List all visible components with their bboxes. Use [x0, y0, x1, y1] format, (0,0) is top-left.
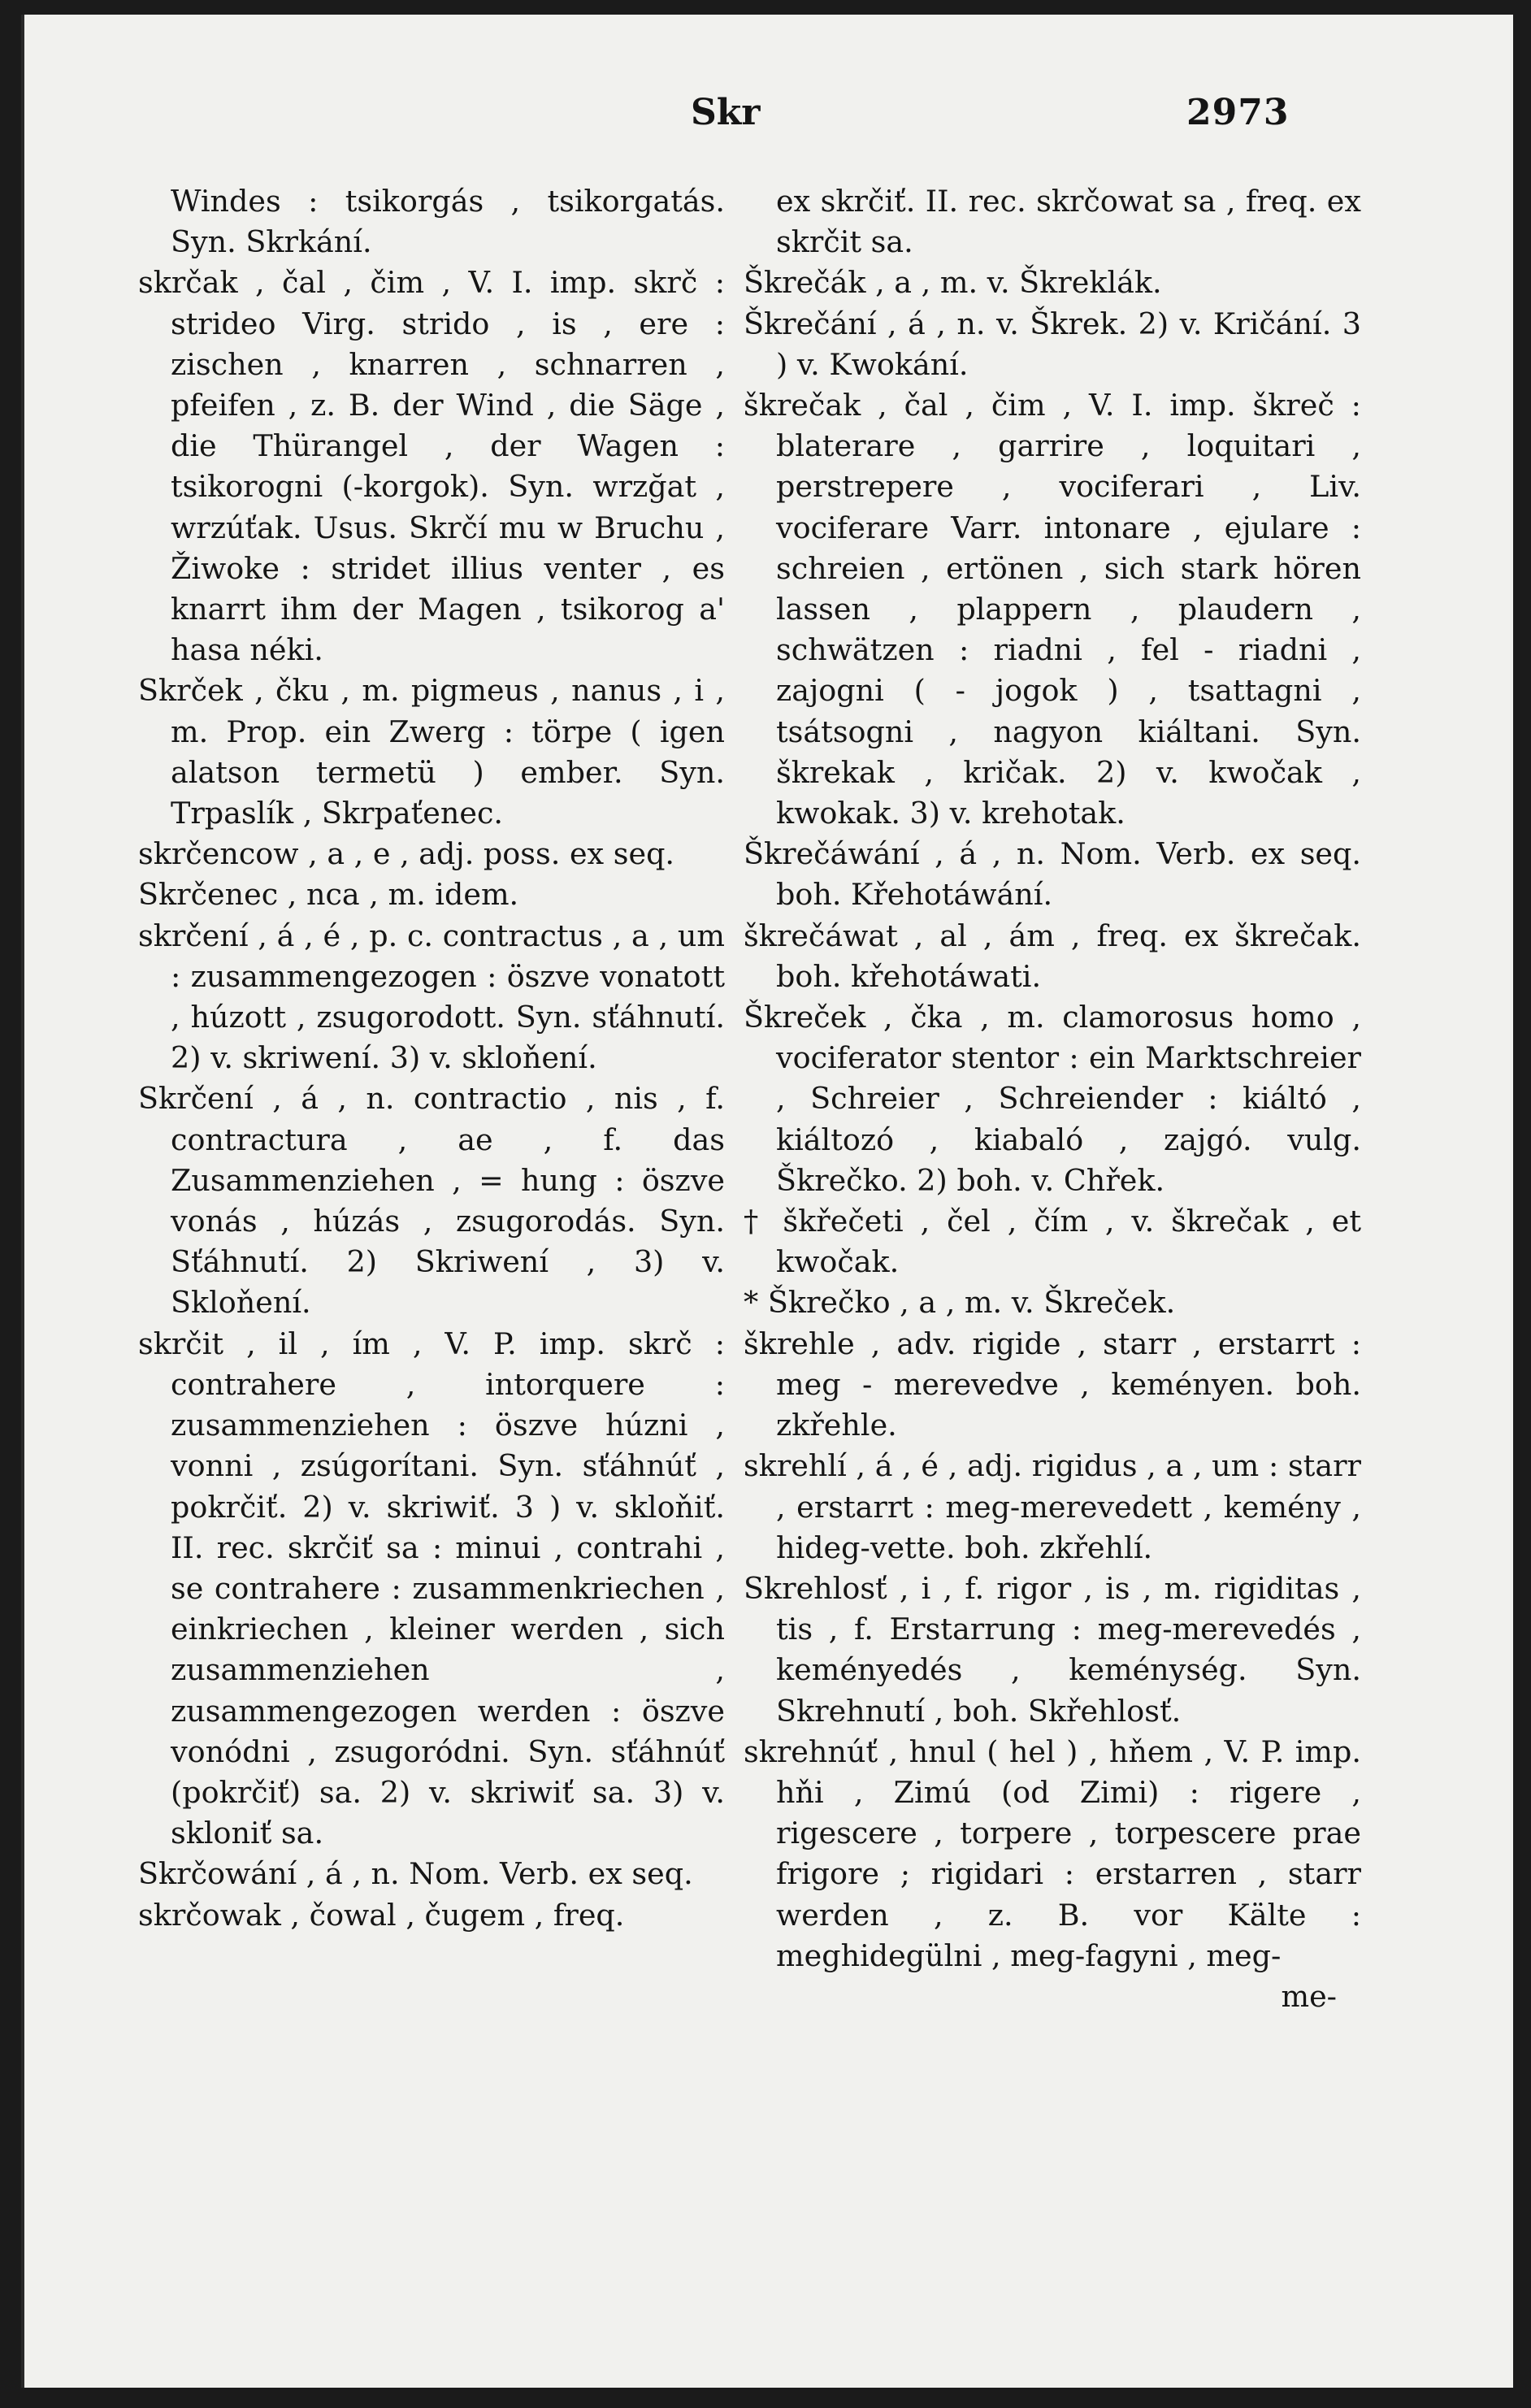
- dictionary-entry: Škrečání , á , n. v. Škrek. 2) v. Kričání. 3 ) v. Kwokání.: [744, 306, 1361, 382]
- dictionary-entry: Skrehlosť , i , f. rigor , is , m. rigiditas , tis , f. Erstarrung : meg-merevedés , keményedés , keménység. Syn. Skrehnutí , boh. Skřehlosť.: [744, 1570, 1361, 1729]
- dictionary-entry: Škrečák , a , m. v. Škreklák.: [744, 265, 1162, 301]
- dictionary-entry: Skrček , čku , m. pigmeus , nanus , i , m. Prop. ein Zwerg : törpe ( igen alatson termetü ) ember. Syn. Trpaslík , Skrpaťenec.: [138, 673, 725, 831]
- dictionary-page: [21, 15, 1513, 2388]
- dictionary-entry: † škřečeti , čel , čím , v. škrečak , et kwočak.: [744, 1204, 1361, 1280]
- dictionary-entry: skrčak , čal , čim , V. I. imp. skrč : strideo Virg. strido , is , ere : zischen , knarren , schnarren , pfeifen , z. B. der Wind , die Säge , die Thürangel , der Wagen : tsikorogni (-korgok). Syn. wrzğat , wrzúťak. Usus. Skrčí mu w Bruchu , Žiwoke : stridet illius venter , es knarrt ihm der Magen , tsikorog a' hasa néki.: [138, 265, 725, 668]
- dictionary-entry: skrčencow , a , e , adj. poss. ex seq.: [138, 836, 675, 872]
- dictionary-entry: Skrčení , á , n. contractio , nis , f. contractura , ae , f. das Zusammenziehen , = hung : öszve vonás , húzás , zsugorodás. Syn. Sťáhnutí. 2) Skriwení , 3) v. Skloňení.: [138, 1081, 725, 1321]
- catchword: me-: [1281, 1978, 1337, 2014]
- dictionary-entry: škrehle , adv. rigide , starr , erstarrt : meg - merevedve , keményen. boh. zkřehle.: [744, 1325, 1361, 1443]
- dictionary-entry: skrčení , á , é , p. c. contractus , a , um : zusammengezogen : öszve vonatott , húzott , zsugorodott. Syn. sťáhnutí. 2) v. skriwení. 3) v. skloňení.: [138, 918, 725, 1076]
- page-number: 2973: [1186, 92, 1290, 133]
- dictionary-entry: ex skrčiť. II. rec. skrčowat sa , freq. ex skrčit sa.: [776, 184, 1361, 260]
- dictionary-entry: škrečáwat , al , ám , freq. ex škrečak. boh. křehotáwati.: [744, 918, 1361, 994]
- dictionary-entry: skrehnúť , hnul ( hel ) , hňem , V. P. imp. hňi , Zimú (od Zimi) : rigere , rigescere , torpere , torpescere prae frigore ; rigidari : erstarren , starr werden , z. B. vor Kälte : meghidegülni , meg-fagyni , meg-: [744, 1733, 1361, 1973]
- dictionary-entry: * Škrečko , a , m. v. Škreček.: [744, 1285, 1176, 1321]
- running-head: Skr: [691, 92, 761, 133]
- dictionary-entry: Škreček , čka , m. clamorosus homo , vociferator stentor : ein Marktschreier , Schreier , Schreiender : kiáltó , kiáltozó , kiabaló , zajgó. vulg. Škrečko. 2) boh. v. Chřek.: [744, 1000, 1361, 1198]
- page-header: [24, 92, 1513, 141]
- dictionary-entry: Skrčenec , nca , m. idem.: [138, 877, 519, 913]
- dictionary-entry: Skrčowání , á , n. Nom. Verb. ex seq.: [138, 1856, 693, 1892]
- dictionary-entry: skrčit , il , ím , V. P. imp. skrč : contrahere , intorquere : zusammenziehen : öszve húzni , vonni , zsúgorítani. Syn. sťáhnúť , pokrčiť. 2) v. skriwiť. 3 ) v. skloňiť. II. rec. skrčiť sa : minui , contrahi , se contrahere : zusammenkriechen , einkriechen , kleiner werden , sich zusammenziehen , zusammengezogen werden : öszve vonódni , zsugoródni. Syn. sťáhnúť (pokrčiť) sa. 2) v. skriwiť sa. 3) v. skloniť sa.: [138, 1325, 725, 1851]
- dictionary-entry: Škrečáwání , á , n. Nom. Verb. ex seq. boh. Křehotáwání.: [744, 836, 1361, 913]
- dictionary-entry: Windes : tsikorgás , tsikorgatás. Syn. Skrkání.: [171, 184, 725, 260]
- dictionary-entry: skrčowak , čowal , čugem , freq.: [138, 1897, 625, 1933]
- left-column: [138, 181, 725, 1936]
- dictionary-entry: škrečak , čal , čim , V. I. imp. škreč : blaterare , garrire , loquitari , perstrepere , vociferari , Liv. vociferare Varr. intonare , ejulare : schreien , ertönen , sich stark hören lassen , plappern , plaudern , schwätzen : riadni , fel - riadni , zajogni ( - jogok ) , tsattagni , tsátsogni , nagyon kiáltani. Syn. škrekak , kričak. 2) v. kwočak , kwokak. 3) v. krehotak.: [744, 388, 1361, 831]
- right-column: [744, 181, 1361, 2017]
- dictionary-entry: skrehlí , á , é , adj. rigidus , a , um : starr , erstarrt : meg-merevedett , kemény , hideg-vette. boh. zkřehlí.: [744, 1448, 1361, 1565]
